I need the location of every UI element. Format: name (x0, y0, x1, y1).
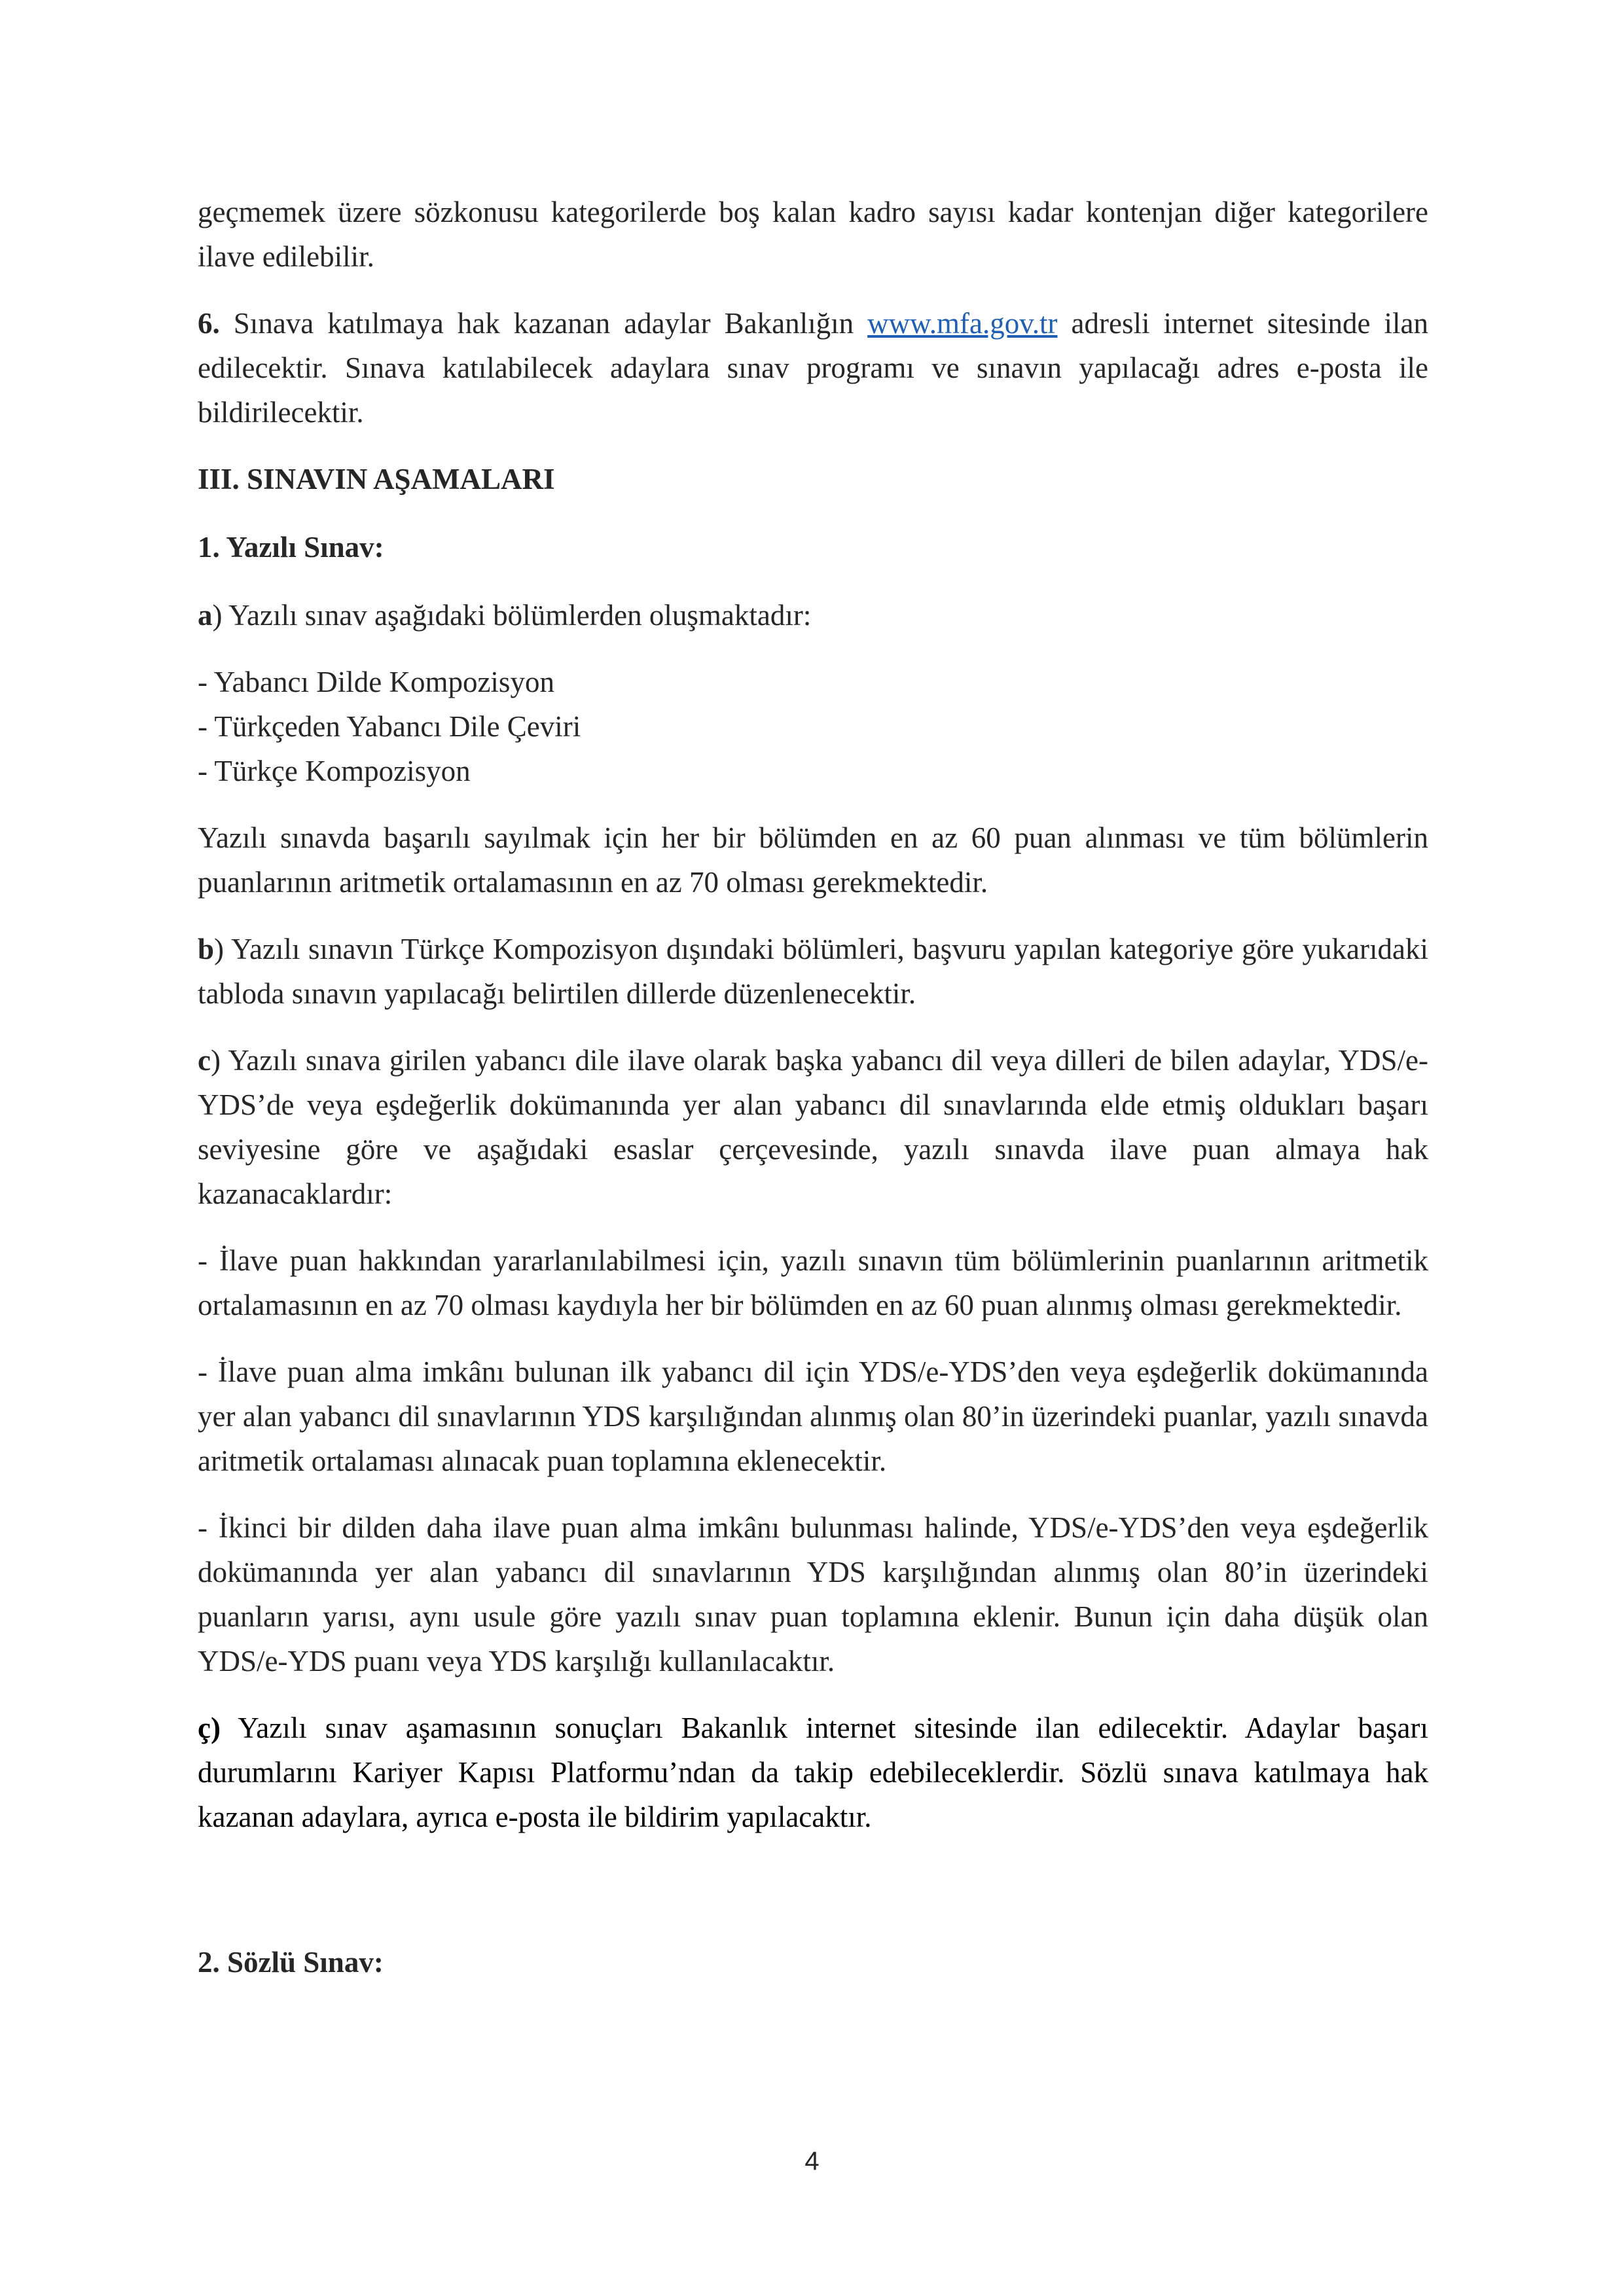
item-label-b: b (198, 933, 215, 965)
exam-sections-list (198, 660, 1428, 793)
subsection-heading-oral-exam: 2. Sözlü Sınav: (198, 1946, 384, 1979)
bullet-paragraph-3: - İkinci bir dilden daha ilave puan alma imkânı bulunması halinde, YDS/e-YDS’den veya eşdeğerlik dokümanında yer alan yabancı dil sınavlarının YDS karşılığından alınmış olan 80’in üzerindeki puanların yarısı, aynı usule göre yazılı sınav puan toplamına eklenir. Bunun için daha düşük olan YDS/e-YDS puanı veya YDS karşılığı kullanılacaktır. (198, 1511, 1428, 1677)
item-number: 6. (198, 307, 220, 340)
paragraph-6 (198, 301, 1428, 435)
list-item: - Yabancı Dilde Kompozisyon (198, 666, 554, 698)
paragraph-6-text-after: adresli internet sitesinde ilan edilecektir. Sınava katılabilecek adaylara sınav programı ve sınavın yapılacağı adres e-posta ile bildirilecektir. (198, 307, 1429, 429)
paragraph-cc-text: Yazılı sınav aşamasının sonuçları Bakanlık internet sitesinde ilan edilecektir. Adaylar başarı durumlarını Kariyer Kapısı Platformu’ndan da takip edebileceklerdir. Sözlü sınava katılmaya hak kazanan adaylara, ayrıca e-posta ile bildirim yapılacaktır. (198, 1712, 1428, 1833)
paragraph-b (198, 927, 1428, 1016)
subsection-heading-written-exam: 1. Yazılı Sınav: (198, 531, 384, 564)
mfa-website-link[interactable]: www.mfa.gov.tr (867, 307, 1058, 340)
paragraph-b-text: ) Yazılı sınavın Türkçe Kompozisyon dışındaki bölümleri, başvuru yapılan kategoriye göre yukarıdaki tabloda sınavın yapılacağı belirtilen dillerde düzenlenecektir. (198, 933, 1428, 1010)
paragraph-success-criteria: Yazılı sınavda başarılı sayılmak için her bir bölümden en az 60 puan alınması ve tüm bölümlerin puanlarının aritmetik ortalamasının en az 70 olması gerekmektedir. (198, 821, 1428, 899)
page-content (198, 190, 1428, 2008)
item-label-c: c (198, 1044, 211, 1077)
paragraph-cc (198, 1706, 1428, 1839)
paragraph-6-text-before: Sınava katılmaya hak kazanan adaylar Bakanlığın (219, 307, 868, 340)
list-item: - Türkçeden Yabancı Dile Çeviri (198, 710, 581, 743)
bullet-paragraph-1: - İlave puan hakkından yararlanılabilmesi için, yazılı sınavın tüm bölümlerinin puanlarının aritmetik ortalamasının en az 70 olması kaydıyla her bir bölümden en az 60 puan alınmış olması gerekmektedir. (198, 1244, 1428, 1321)
page-number: 4 (804, 2147, 820, 2176)
list-item: - Türkçe Kompozisyon (198, 755, 471, 787)
paragraph-c (198, 1038, 1428, 1216)
item-label-a: a (198, 599, 213, 632)
bullet-paragraph-2: - İlave puan alma imkânı bulunan ilk yabancı dil için YDS/e-YDS’den veya eşdeğerlik dokümanında yer alan yabancı dil sınavlarının YDS karşılığından alınmış olan 80’in üzerindeki puanlar, yazılı sınavda aritmetik ortalaması alınacak puan toplamına eklenecektir. (198, 1355, 1428, 1477)
blank-space (198, 1861, 1428, 1940)
paragraph-a (198, 593, 1428, 637)
paragraph-c-text: ) Yazılı sınava girilen yabancı dile ilave olarak başka yabancı dil veya dilleri de bilen adaylar, YDS/e-YDS’de veya eşdeğerlik dokümanında yer alan yabancı dil sınavlarında elde etmiş oldukları başarı seviyesine göre ve aşağıdaki esaslar çerçevesinde, yazılı sınavda ilave puan almaya hak kazanacaklardır: (198, 1044, 1428, 1210)
item-label-cc: ç) (198, 1712, 221, 1744)
section-heading-stages: III. SINAVIN AŞAMALARI (198, 463, 555, 495)
paragraph-intro: geçmemek üzere sözkonusu kategorilerde boş kalan kadro sayısı kadar kontenjan diğer kategorilere ilave edilebilir. (198, 196, 1428, 273)
paragraph-a-text: ) Yazılı sınav aşağıdaki bölümlerden oluşmaktadır: (212, 599, 812, 632)
